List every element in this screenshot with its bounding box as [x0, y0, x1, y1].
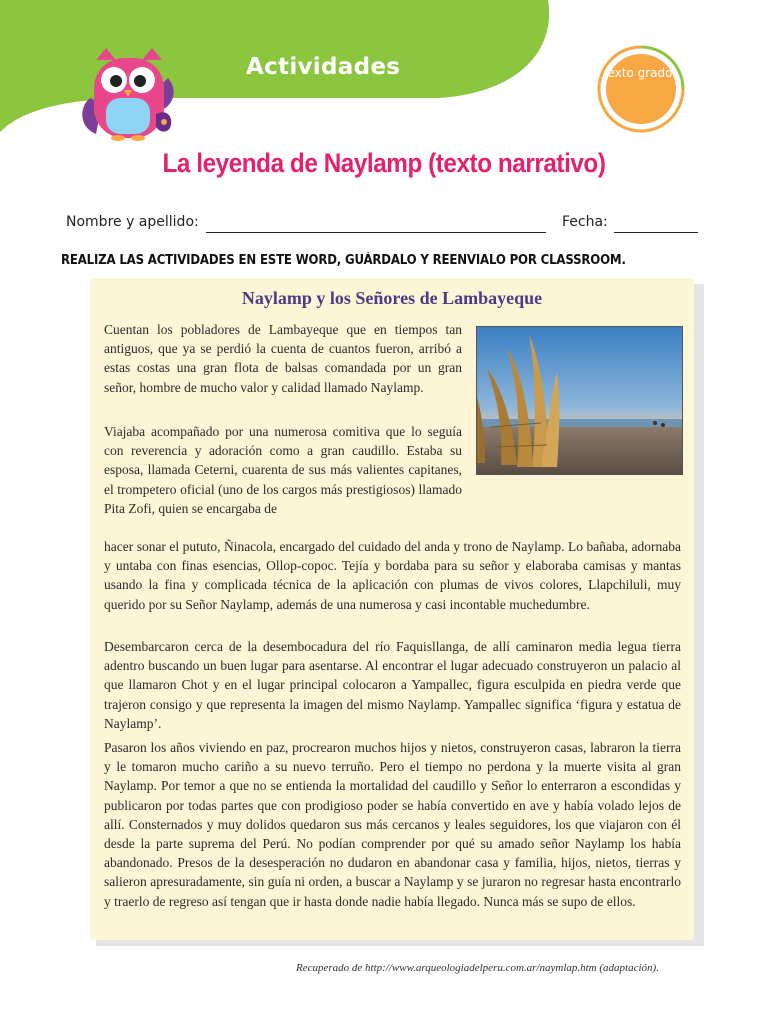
- instructions-text: REALIZA LAS ACTIVIDADES EN ESTE WORD, GUÁRDALO Y REENVIALO POR CLASSROOM.: [61, 253, 626, 268]
- date-input-line[interactable]: [614, 232, 698, 233]
- header-title: Actividades: [246, 54, 401, 80]
- name-input-line[interactable]: [206, 232, 546, 233]
- story-paragraph-2b: hacer sonar el pututo, Ñinacola, encargado del cuidado del anda y trono de Naylamp. Lo bañaba, adornaba y untaba con finas esencias, Ollop-copoc. Tejía y bordaba para su señor y elaboraba camisas y mantas usando la fina y complicada técnica de la aplicación con plumas de vivos colores, Llapchiluli, muy querido por su Señor Naylamp, además de una numerosa y casi incontable muchedumbre.: [104, 539, 681, 612]
- story-paragraph-1: Cuentan los pobladores de Lambayeque que en tiempos tan antiguos, que ya se perdió la cuenta de cuantos fueron, arribó a estas costas una gran flota de balsas comandada por un gran señor, hombre de mucho valor y calidad llamado Naylamp.: [104, 322, 462, 395]
- story-paragraph-3: Desembarcaron cerca de la desembocadura del río Faquisllanga, de allí caminaron media legua tierra adentro buscando un buen lugar para asentarse. Al encontrar el lugar adecuado construyeron un palacio al que llamaron Chot y en el lugar principal colocaron a Yampallec, figura esculpida en piedra verde que trajeron consigo y que representa la imagen del mismo Naylamp. Yampallec significa ‘figura y estatua de Naylamp’.: [104, 639, 681, 731]
- reed-boats-photo: [476, 326, 683, 475]
- story-paragraph-4: Pasaron los años viviendo en paz, procrearon muchos hijos y nietos, construyeron casas, labraron la tierra y le tomaron mucho cariño a su nuevo terruño. Pero el tiempo no perdona y la muerte visita al gran Naylamp. Por temor a que no se entienda la mortalidad del caudillo y Señor lo enterraron a escondidas y publicaron por todas partes que con prodigioso poder se había convertido en ave y había volado lejos de allí. Consternados y muy dolidos quedaron sus más cercanos y leales seguidores, los que viajaron con él desde la parte suprema del Perú. No podían comprender por qué su amado señor Naylamp los había abandonado. Presos de la desesperación no dudaron en abandonar casa y familia, hijos, nietos, tierras y salieron apresuradamente, sin guía ni orden, a buscar a Naylamp y se juraron no regresar hasta encontrarlo y traerlo de regreso así tengan que ir hasta donde nadie había llegado. Nunca más se supo de ellos.: [104, 740, 681, 909]
- source-citation: Recuperado de http://www.arqueologiadelperu.com.ar/naymlap.htm (adaptación).: [296, 962, 659, 974]
- date-label: Fecha:: [562, 214, 608, 230]
- story-paragraph-2a: Viajaba acompañado por una numerosa comitiva que lo seguía con reverencia y adoración como a gran caudillo. Estaba su esposa, llamada Ceterni, cuarenta de sus más valientes capitanes, el trompetero oficial (uno de los cargos más prestigiosos) llamado Pita Zofi, quien se encargaba de: [104, 424, 462, 516]
- owl-mascot-icon: [76, 48, 180, 144]
- name-label: Nombre y apellido:: [66, 214, 199, 230]
- name-date-row: [66, 214, 706, 236]
- grade-badge: [596, 44, 686, 134]
- document-title: La leyenda de Naylamp (texto narrativo): [162, 148, 606, 178]
- grade-label: exto grado: [607, 66, 673, 80]
- story-title: Naylamp y los Señores de Lambayeque: [241, 288, 543, 308]
